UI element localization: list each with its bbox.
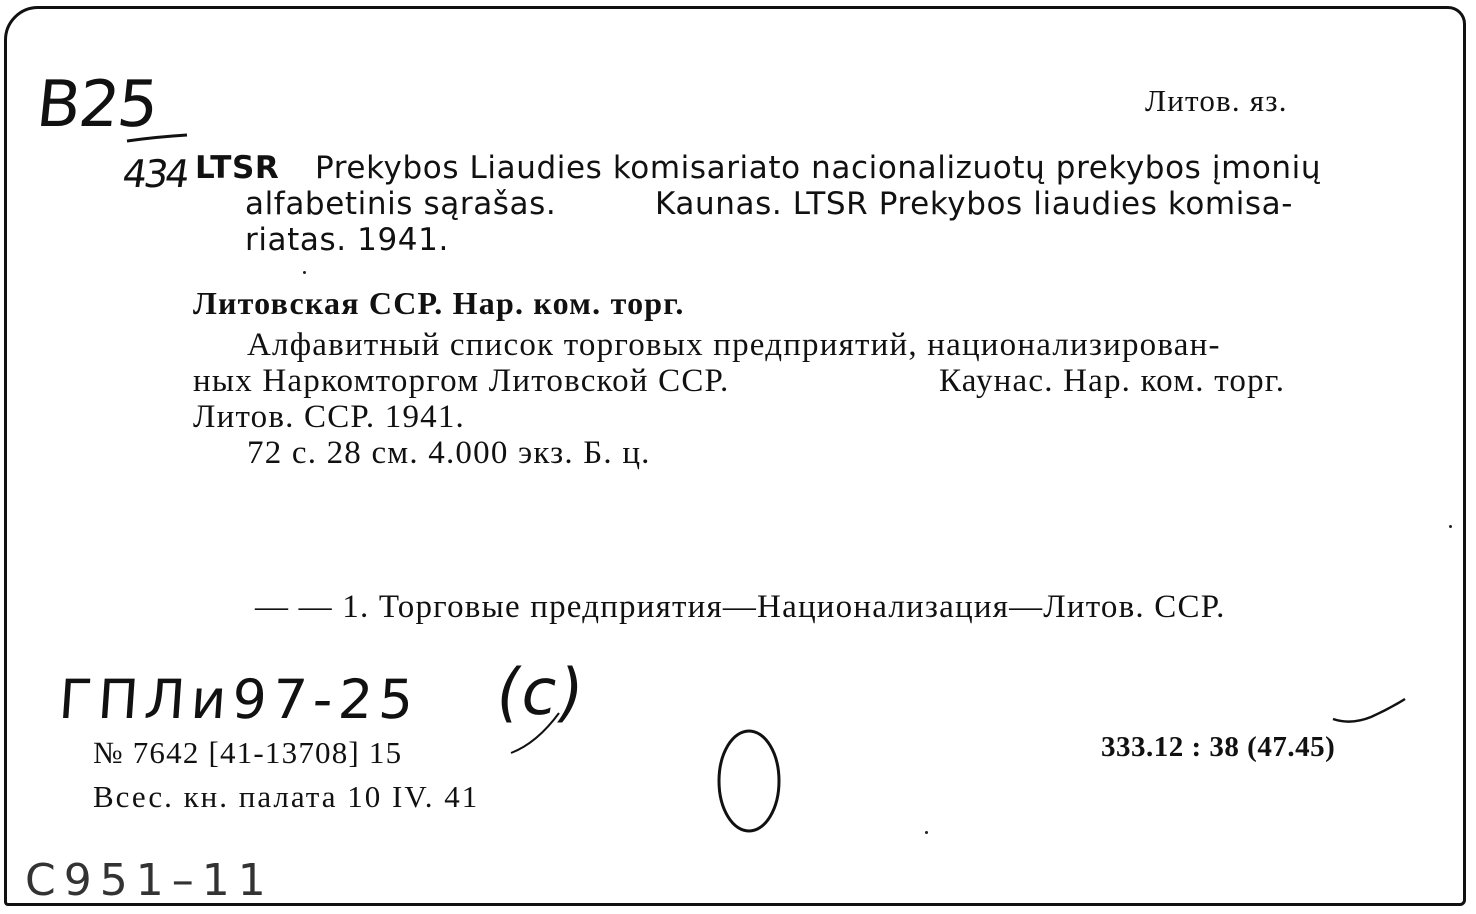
translated-entry-line3: Литов. ССР. 1941. (193, 399, 466, 435)
subject-heading: — — 1. Торговые предприятия—Национализация—Литов. ССР. (255, 589, 1226, 625)
translated-entry-publication: Каунас. Нар. ком. торг. (939, 363, 1286, 399)
handwritten-code-suffix: (с) (490, 656, 589, 730)
handwritten-number: 434 (119, 152, 190, 196)
speck (925, 831, 928, 834)
registration-number: № 7642 [41-13708] 15 (93, 735, 403, 770)
translated-entry-line1: Алфавитный список торговых предприятий, национализирован- (247, 327, 1221, 363)
original-entry-line1: Prekybos Liaudies komisariato nacionalizuotų prekybos įmonių (315, 150, 1322, 186)
original-entry-line3: riatas. 1941. (245, 222, 449, 258)
handwritten-code: ГПЛи97-25 (56, 668, 422, 731)
classification-check-mark (1331, 693, 1411, 733)
handwritten-bottom-note: С951–11 (25, 855, 274, 906)
physical-description: 72 с. 28 см. 4.000 экз. Б. ц. (247, 435, 651, 471)
chamber-note: Всес. кн. палата 10 IV. 41 (93, 779, 480, 814)
translated-entry-heading: Литовская ССР. Нар. ком. торг. (193, 285, 685, 321)
handwritten-curve (507, 709, 567, 759)
original-entry-publication: Kaunas. LTSR Prekybos liaudies komisa- (655, 186, 1294, 222)
speck (1449, 525, 1452, 528)
catalog-card (4, 6, 1466, 906)
classification-number: 333.12 : 38 (47.45) (1101, 731, 1336, 763)
language-note: Литов. яз. (1145, 83, 1288, 118)
original-entry-title-end: alfabetinis sąrašas. (245, 186, 557, 222)
translated-entry-title-end: ных Наркомторгом Литовской ССР. (193, 363, 730, 399)
original-entry-heading: LTSR (195, 150, 280, 186)
speck (303, 271, 306, 274)
handwritten-shelfmark: B25 (33, 68, 161, 142)
handdrawn-oval (711, 727, 801, 847)
